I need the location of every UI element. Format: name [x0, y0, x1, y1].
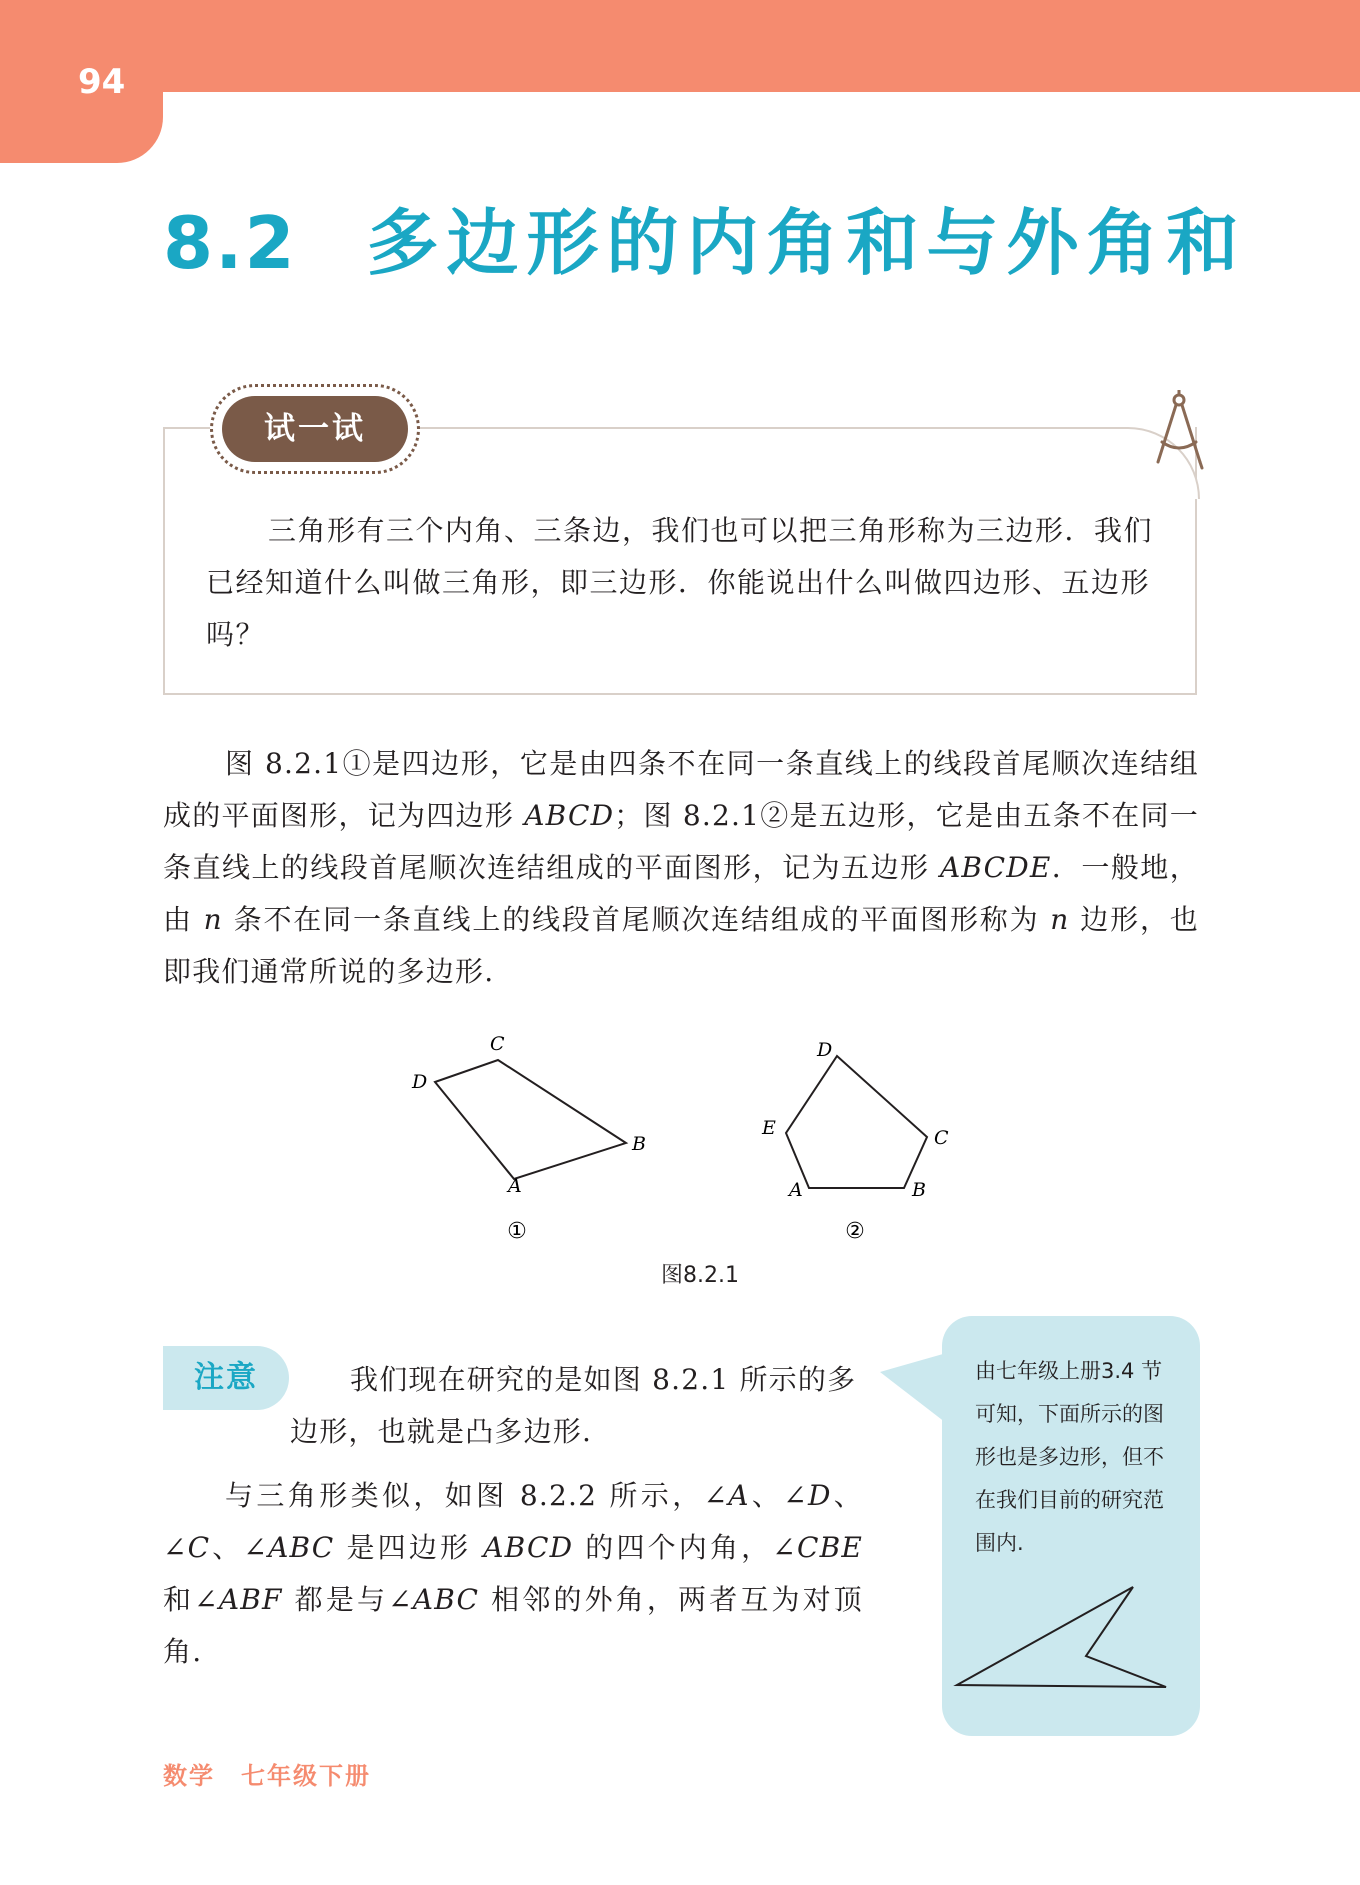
quadrilateral-abcd — [411, 1033, 646, 1244]
figure-caption: 图8.2.1 — [661, 1263, 739, 1288]
concave-polygon-figure — [950, 1580, 1180, 1700]
section-title — [163, 185, 1247, 289]
paragraph-polygon-definition: 图 8.2.1①是四边形，它是由四条不在同一条直线上的线段首尾顺次连结组成的平面图形，记为四边形 ABCD；图 8.2.1②是五边形，它是由五条不在同一条直线上的线段首尾顺次连结组成的平面图形，记为五边形 ABCDE．一般地，由 n 条不在同一条直线上的线段首尾顺次连结组成的平面图形称为 n 边形，也即我们通常所说的多边形. — [163, 747, 1199, 988]
section-number: 8.2 — [163, 201, 297, 285]
note-label: 注意 — [163, 1346, 289, 1410]
figure-8-2-1 — [380, 1020, 980, 1280]
vertex-label-d: D — [817, 1039, 833, 1061]
section-title-text: 多边形的内角和与外角和 — [366, 201, 1247, 285]
note-text: 我们现在研究的是如图 8.2.1 所示的多边形，也就是凸多边形. — [290, 1363, 857, 1448]
compass-icon — [1148, 390, 1210, 470]
page-number: 94 — [78, 62, 126, 102]
vertex-label-d: D — [412, 1071, 428, 1093]
vertex-label-c: C — [934, 1127, 949, 1149]
vertex-label-b: B — [912, 1179, 926, 1201]
header-band — [0, 0, 1360, 92]
vertex-label-e: E — [762, 1117, 776, 1139]
footer — [163, 1756, 371, 1791]
try-it-text: 三角形有三个内角、三条边，我们也可以把三角形称为三边形．我们已经知道什么叫做三角形，即三边形．你能说出什么叫做四边形、五边形吗？ — [206, 514, 1154, 651]
vertex-label-c: C — [490, 1033, 505, 1055]
vertex-label-a: A — [508, 1175, 522, 1197]
try-box-border-right — [418, 427, 1128, 429]
vertex-label-a: A — [789, 1179, 803, 1201]
footer-grade: 七年级下册 — [241, 1762, 371, 1790]
figure-label-1: ① — [507, 1219, 527, 1244]
pentagon-abcde — [761, 1039, 949, 1244]
footer-subject: 数学 — [163, 1762, 215, 1790]
side-note-pointer — [880, 1352, 950, 1426]
figure-label-2: ② — [845, 1219, 865, 1244]
vertex-label-b: B — [632, 1133, 646, 1155]
side-note-text: 由七年级上册3.4 节可知，下面所示的图形也是多边形，但不在我们目前的研究范围内. — [975, 1359, 1164, 1555]
paragraph-angles: 与三角形类似，如图 8.2.2 所示，∠A、∠D、∠C、∠ABC 是四边形 ABCD 的四个内角，∠CBE 和∠ABF 都是与∠ABC 相邻的外角，两者互为对顶角. — [163, 1479, 863, 1668]
try-it-label: 试一试 — [222, 396, 408, 462]
